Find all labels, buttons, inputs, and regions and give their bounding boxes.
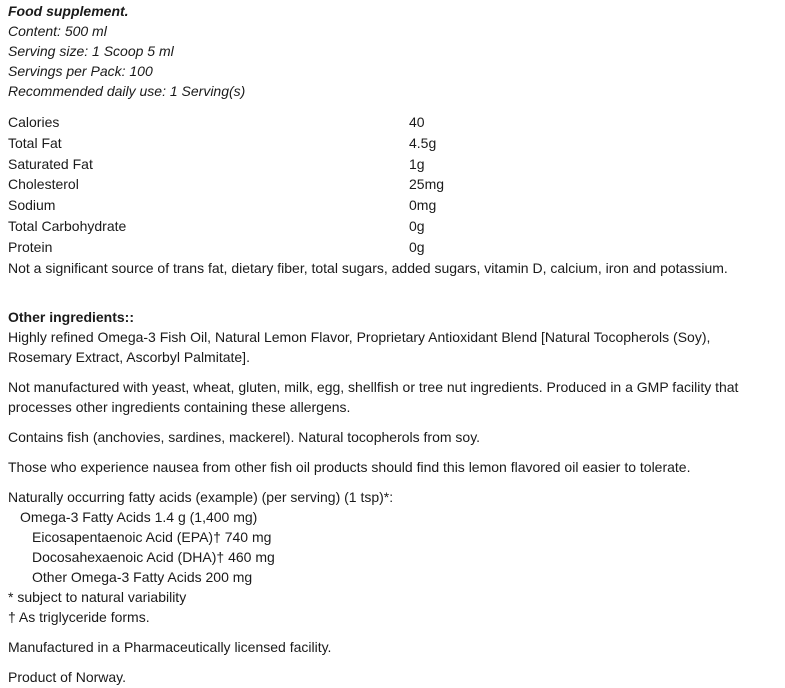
facility-note: Manufactured in a Pharmaceutically licensed facility.: [8, 638, 332, 655]
footnote-variability: * subject to natural variability: [8, 588, 187, 605]
allergen-note: Not manufactured with yeast, wheat, gluten, milk, egg, shellfish or tree nut ingredients. Produced in a GMP facility that processes other ingredients containing these allergens.: [8, 378, 739, 415]
nutrient-value: 40: [409, 114, 425, 130]
other-omega3-amount: Other Omega-3 Fatty Acids 200 mg: [32, 568, 253, 585]
nutrient-label: Sodium: [8, 197, 56, 214]
table-row: [8, 216, 444, 237]
nutrient-label: Cholesterol: [8, 176, 79, 193]
nutrient-label: Saturated Fat: [8, 155, 93, 172]
dha-amount: Docosahexaenoic Acid (DHA)† 460 mg: [32, 548, 275, 565]
origin-note: Product of Norway.: [8, 668, 127, 685]
table-row: [8, 195, 444, 216]
nutrient-value: 0g: [409, 238, 425, 255]
contains-note: Contains fish (anchovies, sardines, mackerel). Natural tocopherols from soy.: [8, 428, 481, 445]
page-title: Food supplement.: [8, 3, 129, 19]
nutrition-table: [8, 112, 444, 258]
nutrition-note: Not a significant source of trans fat, dietary fiber, total sugars, added sugars, vitamin D, calcium, iron and potassium.: [8, 259, 728, 276]
nutrient-value: 25mg: [409, 176, 445, 193]
nutrient-value: 4.5g: [409, 134, 437, 151]
ingredients-text: Highly refined Omega-3 Fish Oil, Natural Lemon Flavor, Proprietary Antioxidant Blend [Natural Tocopherols (Soy), Rosemary Extract, Ascorbyl Palmitate].: [8, 328, 711, 365]
omega3-total: Omega-3 Fatty Acids 1.4 g (1,400 mg): [20, 508, 258, 525]
servings-per-pack-info: Servings per Pack: 100: [8, 63, 153, 79]
table-row: [8, 133, 444, 154]
nutrient-label: Total Fat: [8, 134, 62, 151]
nutrient-label: Protein: [8, 238, 53, 255]
product-description: [8, 0, 778, 687]
nutrient-label: Calories: [8, 114, 60, 130]
serving-size-info: Serving size: 1 Scoop 5 ml: [8, 43, 174, 59]
ingredients-heading: Other ingredients::: [8, 308, 135, 325]
footnote-triglyceride: † As triglyceride forms.: [8, 608, 150, 625]
nutrient-label: Total Carbohydrate: [8, 217, 127, 234]
table-row: [8, 174, 444, 195]
content-info: Content: 500 ml: [8, 23, 107, 39]
nausea-note: Those who experience nausea from other fish oil products should find this lemon flavored oil easier to tolerate.: [8, 458, 691, 475]
table-row: [8, 154, 444, 175]
table-row: [8, 112, 444, 133]
fatty-acids-intro: Naturally occurring fatty acids (example) (per serving) (1 tsp)*:: [8, 488, 394, 505]
nutrient-value: 0mg: [409, 197, 437, 214]
recommended-use-info: Recommended daily use: 1 Serving(s): [8, 83, 246, 99]
nutrient-value: 1g: [409, 155, 425, 172]
table-row: [8, 237, 444, 258]
epa-amount: Eicosapentaenoic Acid (EPA)† 740 mg: [32, 528, 272, 545]
nutrient-value: 0g: [409, 217, 425, 234]
